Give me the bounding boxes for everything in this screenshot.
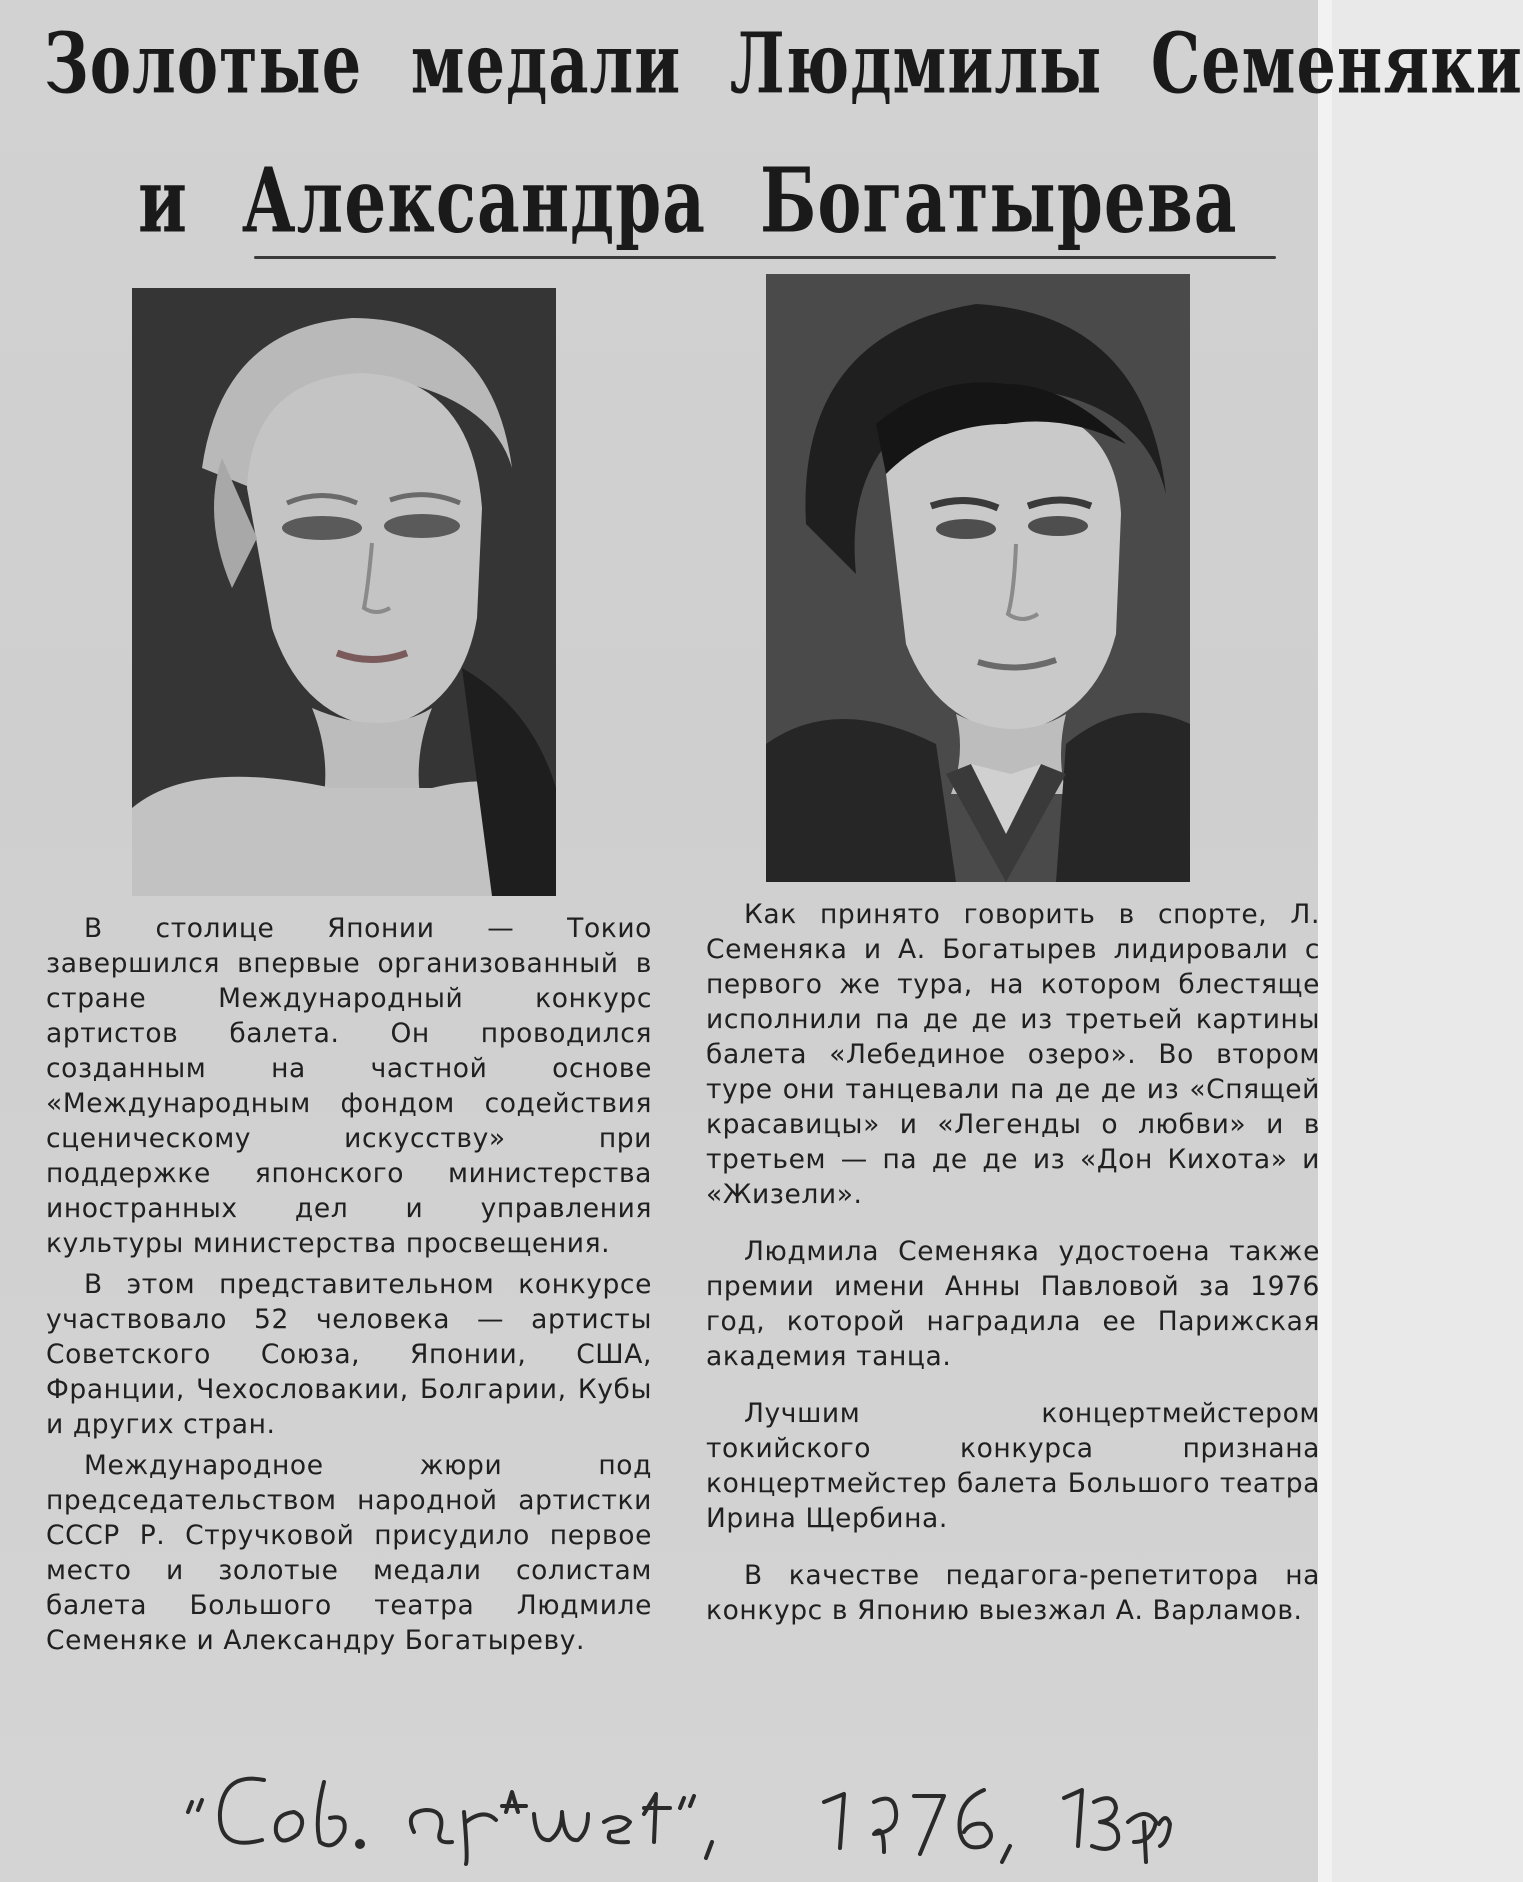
article-paragraph: В столице Японии — Токио завершился впервые организованный в стране Международный конкурс артистов балета. Он проводился созданным на частной основе «Международным фондом содействия сценическому искусству» при поддержке японского министерства иностранных дел и управления культуры министерства просвещения. xyxy=(46,913,652,1259)
article-paragraph: Международное жюри под председательством народной артистки СССР Р. Стручковой присудило первое место и золотые медали солистам балета Большого театра Людмиле Семеняке и Александру Богатыреву. xyxy=(46,1450,652,1656)
article-paragraph: В этом представительном конкурсе участвовало 52 человека — артисты Советского Союза, Японии, США, Франции, Чехословакии, Болгарии, Кубы и других стран. xyxy=(46,1269,652,1440)
article-left-column xyxy=(46,911,652,1664)
headline-line-1: Золотые медали Людмилы Семеняки xyxy=(44,14,1523,113)
handwritten-source-note xyxy=(184,1762,1174,1872)
headline-line-2: и Александра Богатырева xyxy=(138,148,1238,254)
male-portrait-photo xyxy=(766,274,1190,882)
article-paragraph: Людмила Семеняка удостоена также премии имени Анны Павловой за 1976 год, которой наградила ее Парижская академия танца. xyxy=(706,1236,1320,1372)
female-portrait-photo xyxy=(132,288,556,896)
article-paragraph: В качестве педагога-репетитора на конкурс в Японию выезжал А. Варламов. xyxy=(706,1560,1320,1626)
paper-edge xyxy=(1318,0,1332,1882)
headline-underline xyxy=(254,256,1276,259)
article-paragraph: Как принято говорить в спорте, Л. Семеняка и А. Богатырев лидировали с первого же тура, на котором блестяще исполнили па де де из третьей картины балета «Лебединое озеро». Во втором туре они танцевали па де де из «Спящей красавицы» и «Легенды о любви» и в третьем — па де де из «Дон Кихота» и «Жизели». xyxy=(706,899,1320,1210)
article-right-column xyxy=(706,897,1320,1650)
article-paragraph: Лучшим концертмейстером токийского конкурса признана концертмейстер балета Большого театра Ирина Щербина. xyxy=(706,1398,1320,1534)
